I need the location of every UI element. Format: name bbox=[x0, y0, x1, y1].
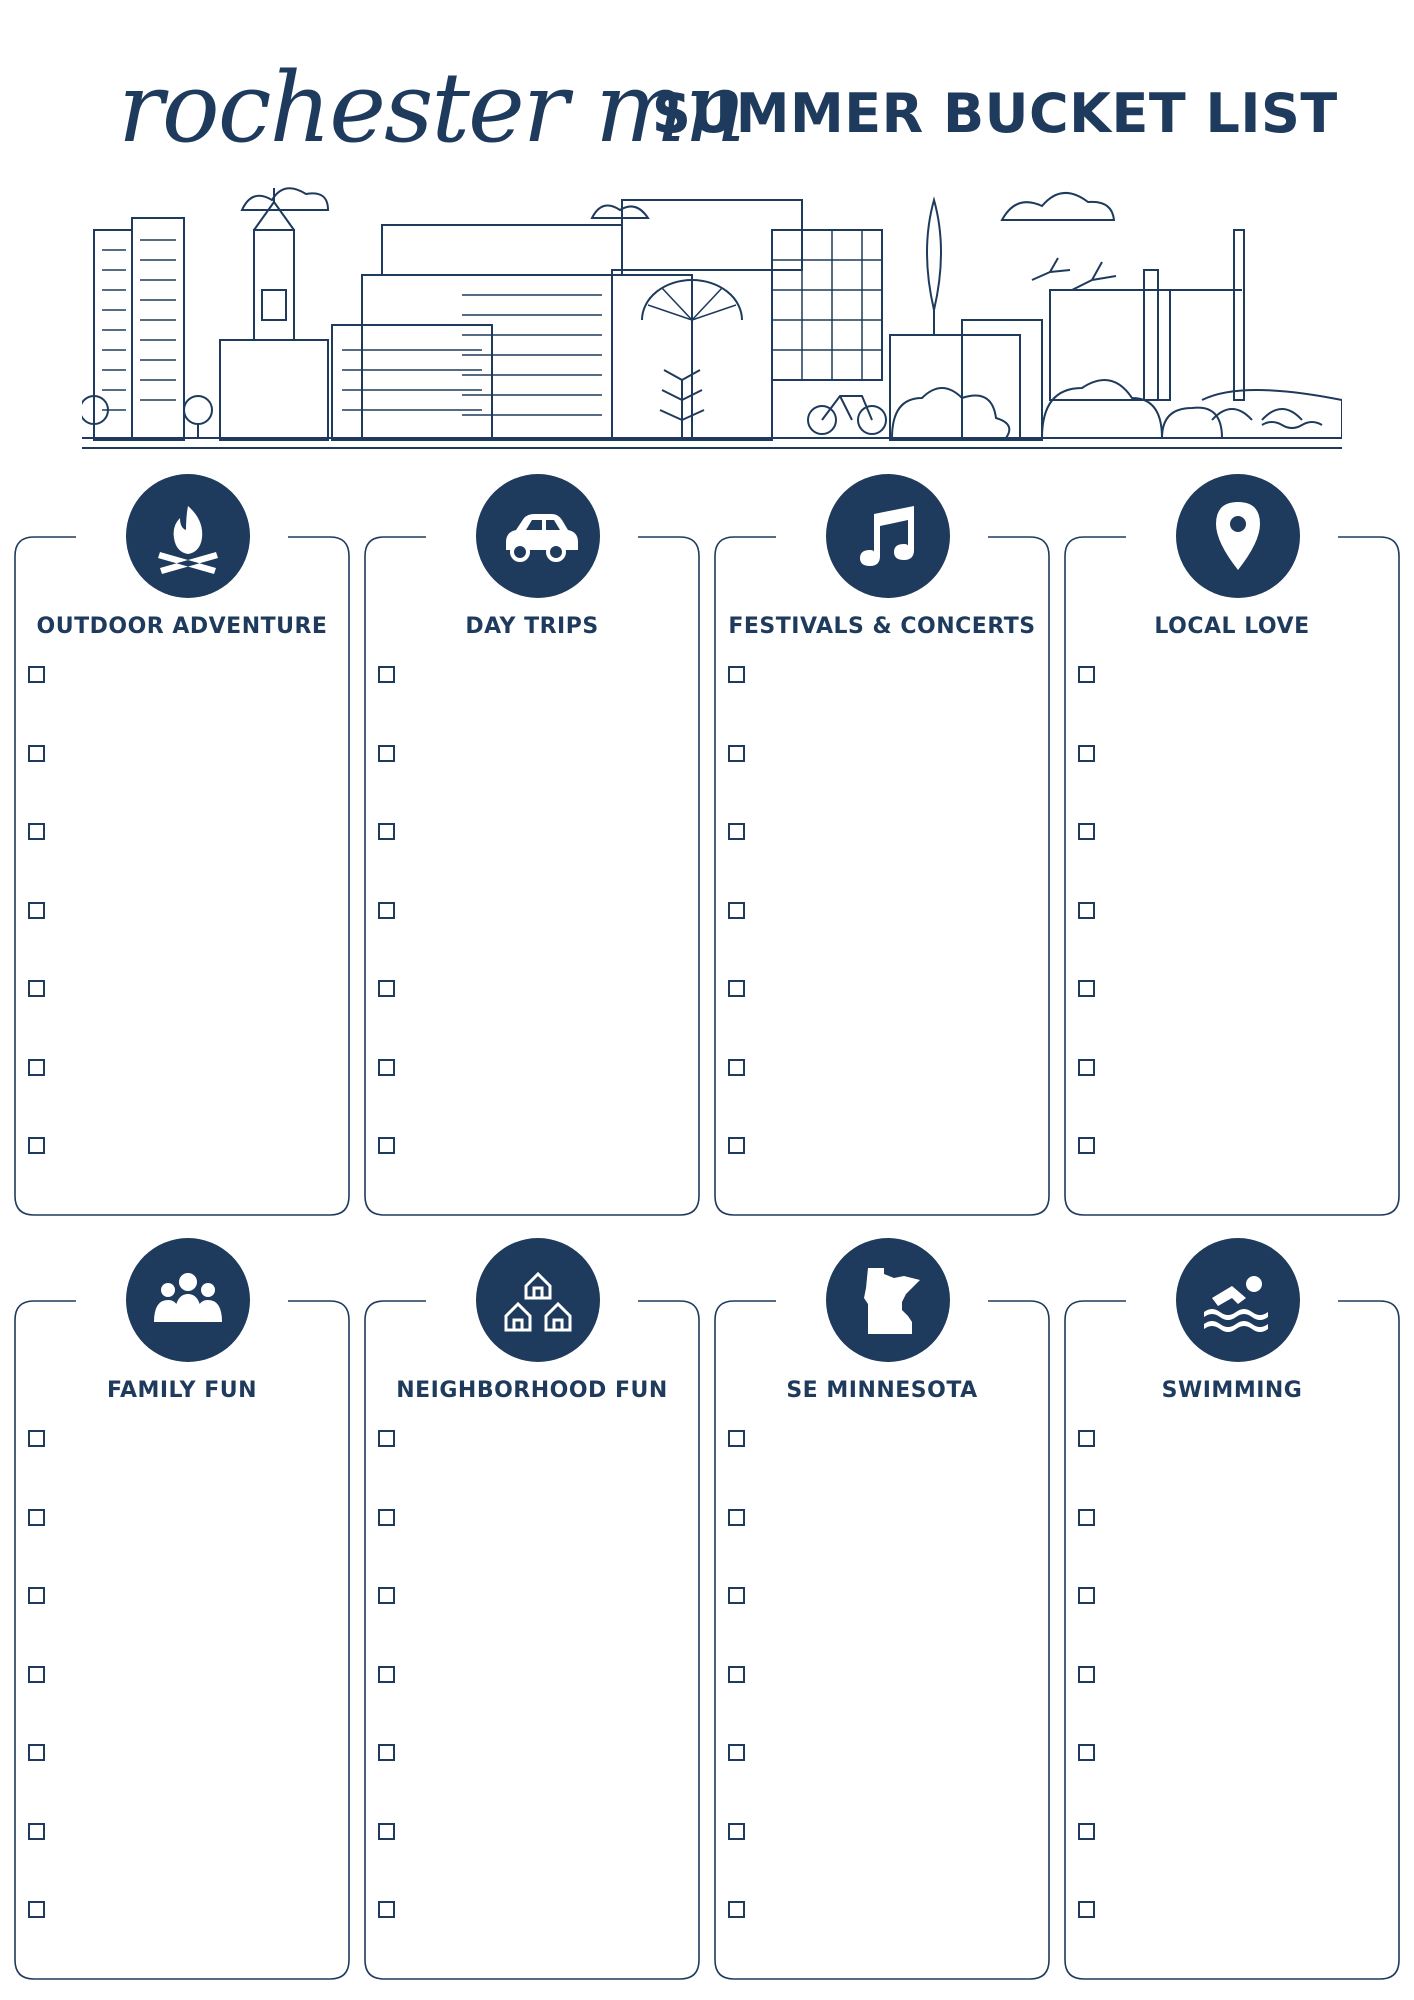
list-item[interactable] bbox=[28, 666, 328, 745]
card-festivals-concerts bbox=[714, 536, 1050, 1216]
checkbox[interactable] bbox=[28, 980, 45, 997]
checkbox[interactable] bbox=[1078, 745, 1095, 762]
list-item[interactable] bbox=[728, 1137, 1028, 1216]
checkbox[interactable] bbox=[378, 666, 395, 683]
list-item[interactable] bbox=[1078, 1059, 1378, 1138]
checkbox[interactable] bbox=[728, 823, 745, 840]
music-note-icon bbox=[826, 474, 950, 598]
checkbox[interactable] bbox=[728, 980, 745, 997]
checkbox[interactable] bbox=[728, 1744, 745, 1761]
list-item[interactable] bbox=[1078, 1430, 1378, 1509]
checklist bbox=[28, 666, 328, 1216]
list-item[interactable] bbox=[28, 1137, 328, 1216]
checkbox[interactable] bbox=[1078, 823, 1095, 840]
checkbox[interactable] bbox=[728, 1587, 745, 1604]
checkbox[interactable] bbox=[728, 1137, 745, 1154]
checklist bbox=[378, 666, 678, 1216]
checkbox[interactable] bbox=[378, 1666, 395, 1683]
checkbox[interactable] bbox=[728, 1666, 745, 1683]
card-outdoor-adventure bbox=[14, 536, 350, 1216]
list-item[interactable] bbox=[28, 1430, 328, 1509]
checkbox[interactable] bbox=[28, 1137, 45, 1154]
list-item[interactable] bbox=[28, 823, 328, 902]
checkbox[interactable] bbox=[28, 1666, 45, 1683]
checkbox[interactable] bbox=[378, 1823, 395, 1840]
list-item[interactable] bbox=[1078, 1744, 1378, 1823]
checkbox[interactable] bbox=[378, 823, 395, 840]
checkbox[interactable] bbox=[28, 1901, 45, 1918]
checklist bbox=[728, 1430, 1028, 1980]
checkbox[interactable] bbox=[378, 1901, 395, 1918]
list-item[interactable] bbox=[378, 902, 678, 981]
list-item[interactable] bbox=[728, 1666, 1028, 1745]
checkbox[interactable] bbox=[1078, 666, 1095, 683]
checkbox[interactable] bbox=[1078, 1823, 1095, 1840]
houses-icon bbox=[476, 1238, 600, 1362]
checklist bbox=[28, 1430, 328, 1980]
list-item[interactable] bbox=[728, 1509, 1028, 1588]
list-item[interactable] bbox=[728, 980, 1028, 1059]
checkbox[interactable] bbox=[378, 980, 395, 997]
list-item[interactable] bbox=[1078, 1587, 1378, 1666]
list-item[interactable] bbox=[728, 1823, 1028, 1902]
card-family-fun bbox=[14, 1300, 350, 1980]
checkbox[interactable] bbox=[378, 1587, 395, 1604]
checkbox[interactable] bbox=[1078, 1059, 1095, 1076]
checkbox[interactable] bbox=[1078, 902, 1095, 919]
checkbox[interactable] bbox=[28, 1509, 45, 1526]
list-item[interactable] bbox=[378, 1744, 678, 1823]
list-item[interactable] bbox=[1078, 1823, 1378, 1902]
list-item[interactable] bbox=[728, 1059, 1028, 1138]
checkbox[interactable] bbox=[28, 1823, 45, 1840]
checkbox[interactable] bbox=[1078, 1901, 1095, 1918]
checklist bbox=[1078, 1430, 1378, 1980]
list-item[interactable] bbox=[28, 980, 328, 1059]
card-day-trips bbox=[364, 536, 700, 1216]
city-skyline-illustration bbox=[82, 170, 1342, 460]
checkbox[interactable] bbox=[728, 1509, 745, 1526]
list-item[interactable] bbox=[378, 1137, 678, 1216]
list-item[interactable] bbox=[728, 902, 1028, 981]
card-se-minnesota bbox=[714, 1300, 1050, 1980]
checkbox[interactable] bbox=[378, 1137, 395, 1154]
list-item[interactable] bbox=[28, 1823, 328, 1902]
map-pin-icon bbox=[1176, 474, 1300, 598]
category-heading: FESTIVALS & CONCERTS bbox=[728, 614, 1036, 639]
category-heading: SWIMMING bbox=[1161, 1378, 1303, 1403]
checkbox[interactable] bbox=[28, 1587, 45, 1604]
family-icon bbox=[126, 1238, 250, 1362]
checkbox[interactable] bbox=[28, 823, 45, 840]
list-item[interactable] bbox=[28, 1744, 328, 1823]
checkbox[interactable] bbox=[728, 1901, 745, 1918]
list-item[interactable] bbox=[728, 745, 1028, 824]
checkbox[interactable] bbox=[28, 1430, 45, 1447]
checkbox[interactable] bbox=[1078, 1744, 1095, 1761]
list-item[interactable] bbox=[378, 823, 678, 902]
checkbox[interactable] bbox=[728, 666, 745, 683]
checkbox[interactable] bbox=[378, 745, 395, 762]
checkbox[interactable] bbox=[28, 1059, 45, 1076]
list-item[interactable] bbox=[378, 1509, 678, 1588]
list-item[interactable] bbox=[378, 980, 678, 1059]
list-item[interactable] bbox=[28, 745, 328, 824]
checkbox[interactable] bbox=[378, 1744, 395, 1761]
page-title: SUMMER BUCKET LIST bbox=[652, 82, 1338, 145]
list-item[interactable] bbox=[378, 745, 678, 824]
checkbox[interactable] bbox=[28, 902, 45, 919]
card-neighborhood-fun bbox=[364, 1300, 700, 1980]
checkbox[interactable] bbox=[378, 902, 395, 919]
list-item[interactable] bbox=[378, 1059, 678, 1138]
category-heading: DAY TRIPS bbox=[465, 614, 599, 639]
checkbox[interactable] bbox=[1078, 1509, 1095, 1526]
checkbox[interactable] bbox=[378, 1430, 395, 1447]
checkbox[interactable] bbox=[28, 666, 45, 683]
checkbox[interactable] bbox=[728, 1430, 745, 1447]
checkbox[interactable] bbox=[1078, 1137, 1095, 1154]
category-heading: FAMILY FUN bbox=[106, 1378, 258, 1403]
list-item[interactable] bbox=[28, 1901, 328, 1980]
minnesota-map-icon bbox=[826, 1238, 950, 1362]
list-item[interactable] bbox=[1078, 902, 1378, 981]
list-item[interactable] bbox=[728, 1430, 1028, 1509]
campfire-icon bbox=[126, 474, 250, 598]
category-heading: NEIGHBORHOOD FUN bbox=[396, 1378, 668, 1403]
list-item[interactable] bbox=[1078, 666, 1378, 745]
list-item[interactable] bbox=[378, 1587, 678, 1666]
list-item[interactable] bbox=[1078, 1901, 1378, 1980]
list-item[interactable] bbox=[1078, 980, 1378, 1059]
category-heading: OUTDOOR ADVENTURE bbox=[36, 614, 328, 639]
list-item[interactable] bbox=[28, 1666, 328, 1745]
card-swimming bbox=[1064, 1300, 1400, 1980]
list-item[interactable] bbox=[378, 1823, 678, 1902]
checkbox[interactable] bbox=[378, 1509, 395, 1526]
car-icon bbox=[476, 474, 600, 598]
checkbox[interactable] bbox=[728, 745, 745, 762]
checkbox[interactable] bbox=[1078, 1430, 1095, 1447]
list-item[interactable] bbox=[28, 902, 328, 981]
list-item[interactable] bbox=[378, 1430, 678, 1509]
list-item[interactable] bbox=[28, 1059, 328, 1138]
checkbox[interactable] bbox=[728, 1059, 745, 1076]
list-item[interactable] bbox=[378, 1901, 678, 1980]
list-item[interactable] bbox=[728, 1587, 1028, 1666]
category-heading: SE MINNESOTA bbox=[786, 1378, 978, 1403]
checkbox[interactable] bbox=[28, 745, 45, 762]
list-item[interactable] bbox=[1078, 745, 1378, 824]
list-item[interactable] bbox=[728, 823, 1028, 902]
checkbox[interactable] bbox=[378, 1059, 395, 1076]
checkbox[interactable] bbox=[728, 1823, 745, 1840]
list-item[interactable] bbox=[728, 1744, 1028, 1823]
list-item[interactable] bbox=[728, 666, 1028, 745]
list-item[interactable] bbox=[1078, 823, 1378, 902]
list-item[interactable] bbox=[28, 1509, 328, 1588]
swimmer-icon bbox=[1176, 1238, 1300, 1362]
list-item[interactable] bbox=[1078, 1509, 1378, 1588]
page-header bbox=[0, 52, 1414, 162]
checklist bbox=[378, 1430, 678, 1980]
category-heading: LOCAL LOVE bbox=[1154, 614, 1310, 639]
checkbox[interactable] bbox=[28, 1744, 45, 1761]
list-item[interactable] bbox=[378, 666, 678, 745]
list-item[interactable] bbox=[1078, 1137, 1378, 1216]
list-item[interactable] bbox=[378, 1666, 678, 1745]
script-title: rochester mn bbox=[118, 52, 745, 164]
checklist bbox=[1078, 666, 1378, 1216]
checklist bbox=[728, 666, 1028, 1216]
card-local-love bbox=[1064, 536, 1400, 1216]
checkbox[interactable] bbox=[1078, 1666, 1095, 1683]
list-item[interactable] bbox=[28, 1587, 328, 1666]
checkbox[interactable] bbox=[1078, 1587, 1095, 1604]
list-item[interactable] bbox=[1078, 1666, 1378, 1745]
checkbox[interactable] bbox=[1078, 980, 1095, 997]
list-item[interactable] bbox=[728, 1901, 1028, 1980]
checkbox[interactable] bbox=[728, 902, 745, 919]
